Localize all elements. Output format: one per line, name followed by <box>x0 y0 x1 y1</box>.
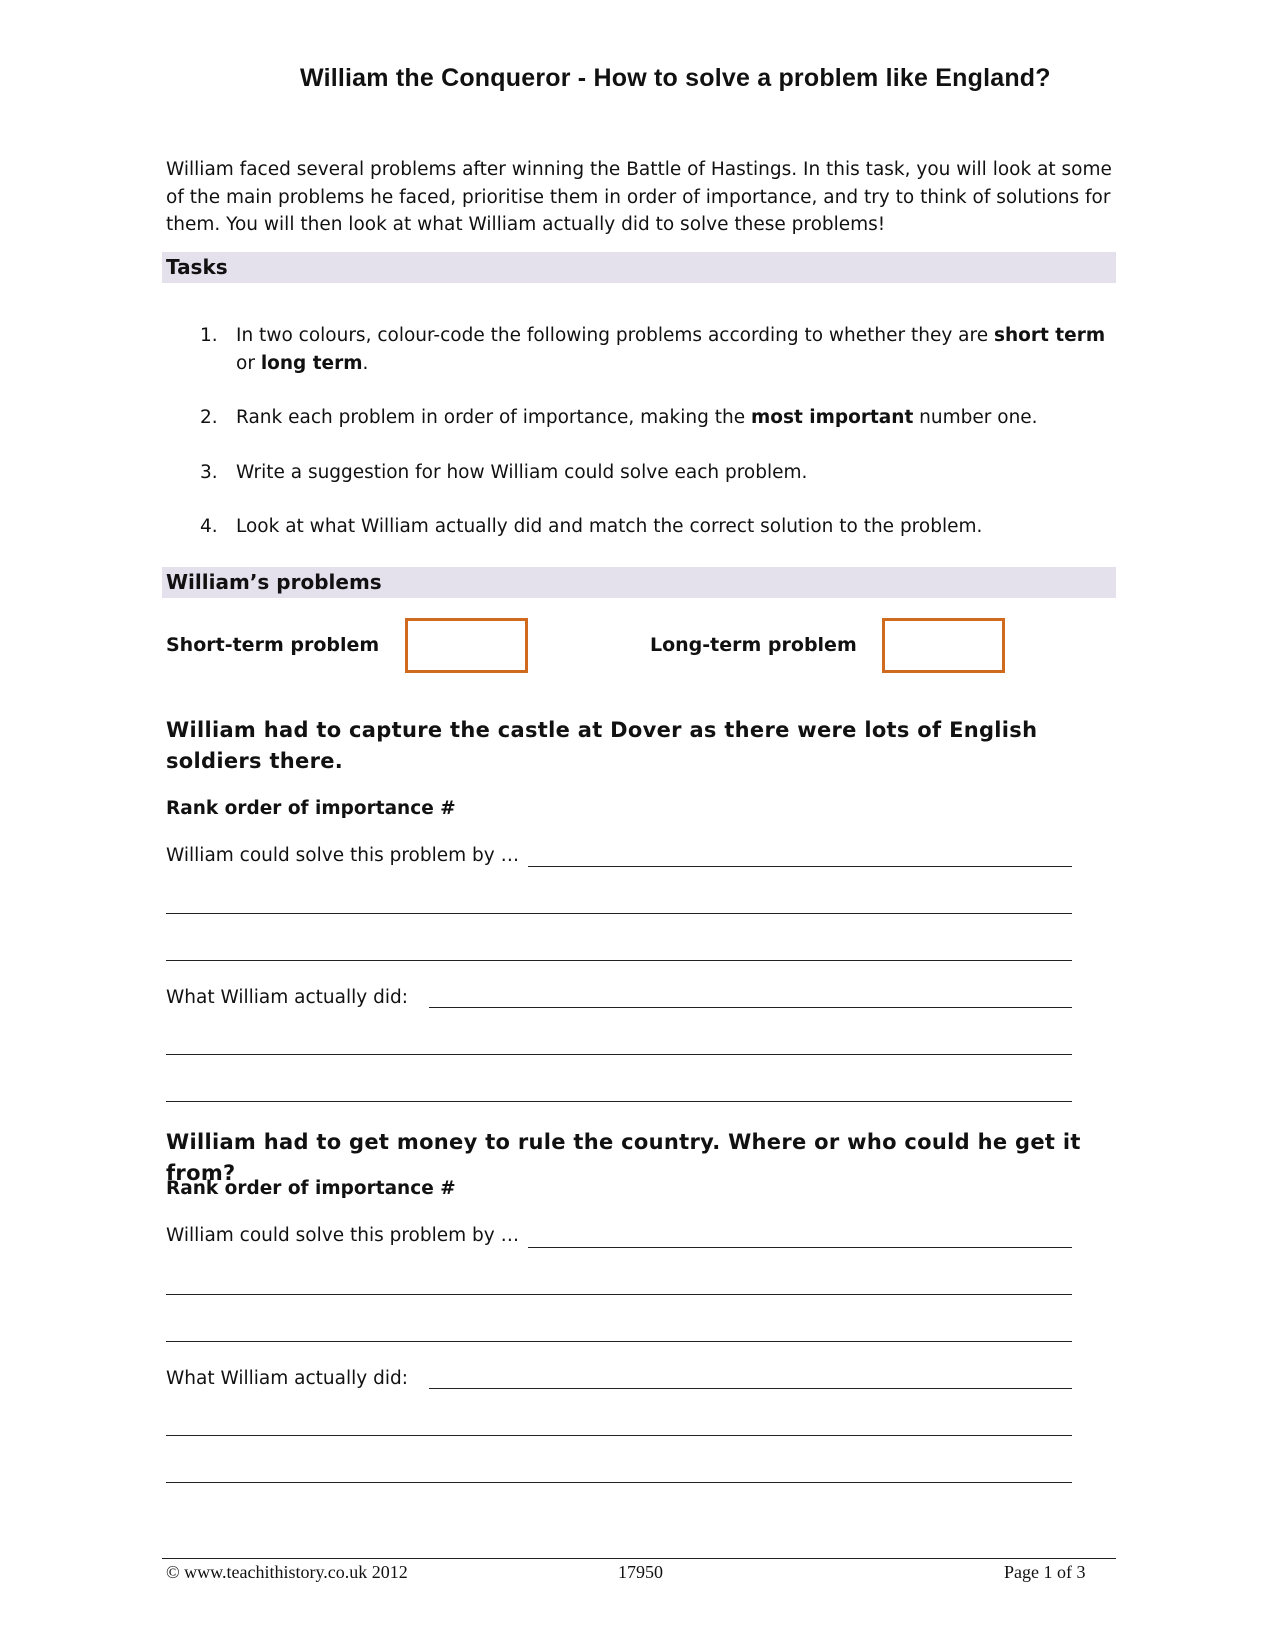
task-number: 2. <box>200 407 218 428</box>
tasks-heading: Tasks <box>166 255 228 279</box>
worksheet-title: William the Conqueror - How to solve a problem like England? <box>300 64 1051 92</box>
rank-label: Rank order of importance # <box>166 798 456 819</box>
answer-line[interactable] <box>166 1482 1072 1483</box>
answer-line[interactable] <box>166 1101 1072 1102</box>
task-text: Write a suggestion for how William could solve each problem. <box>236 461 808 483</box>
task-text: In two colours, colour-code the following problems according to whether they are short term or long term. <box>236 325 1106 374</box>
answer-line[interactable] <box>166 1294 1072 1295</box>
solve-label: William could solve this problem by … <box>166 845 520 866</box>
answer-line[interactable] <box>166 1435 1072 1436</box>
task-text: Look at what William actually did and match the correct solution to the problem. <box>236 516 983 537</box>
footer-code: 17950 <box>618 1562 663 1582</box>
footer-copyright: © www.teachithistory.co.uk 2012 <box>166 1562 408 1582</box>
intro-paragraph: William faced several problems after winning the Battle of Hastings. In this task, you will look at some of the main problems he faced, prioritise them in order of importance, and try to think of solutions for them. You will then look at what William actually did to solve these problems! <box>166 159 1112 235</box>
answer-line[interactable] <box>166 1341 1072 1342</box>
task-item <box>190 404 1110 432</box>
task-item <box>190 459 1110 487</box>
task-item <box>190 513 1110 541</box>
rank-label: Rank order of importance # <box>166 1178 456 1199</box>
short-term-label: Short-term problem <box>166 634 380 656</box>
solve-label: William could solve this problem by … <box>166 1225 520 1246</box>
answer-line[interactable] <box>166 1054 1072 1055</box>
long-term-label: Long-term problem <box>650 634 857 656</box>
short-term-colour-box[interactable] <box>405 618 528 673</box>
problem-question: William had to get money to rule the country. Where or who could he get it from? <box>166 1130 1081 1185</box>
task-number: 3. <box>200 461 218 483</box>
task-text: Rank each problem in order of importance, making the most important number one. <box>236 407 1038 428</box>
answer-line[interactable] <box>166 913 1072 914</box>
answer-line[interactable] <box>166 960 1072 961</box>
tasks-heading-bar <box>162 252 1116 283</box>
answer-line[interactable] <box>429 1388 1072 1389</box>
task-list <box>190 322 1110 568</box>
task-number: 1. <box>200 325 218 346</box>
task-item <box>190 322 1110 377</box>
footer-page-number: Page 1 of 3 <box>1004 1562 1086 1582</box>
task-number: 4. <box>200 516 218 537</box>
actual-label: What William actually did: <box>166 987 408 1008</box>
footer-divider <box>162 1558 1116 1559</box>
problem-question: William had to capture the castle at Dover as there were lots of English soldiers there. <box>166 718 1038 773</box>
long-term-colour-box[interactable] <box>882 618 1005 673</box>
answer-line[interactable] <box>528 866 1072 867</box>
actual-label: What William actually did: <box>166 1368 408 1389</box>
problems-heading: William’s problems <box>166 570 382 594</box>
answer-line[interactable] <box>429 1007 1072 1008</box>
problems-heading-bar <box>162 567 1116 598</box>
answer-line[interactable] <box>528 1247 1072 1248</box>
